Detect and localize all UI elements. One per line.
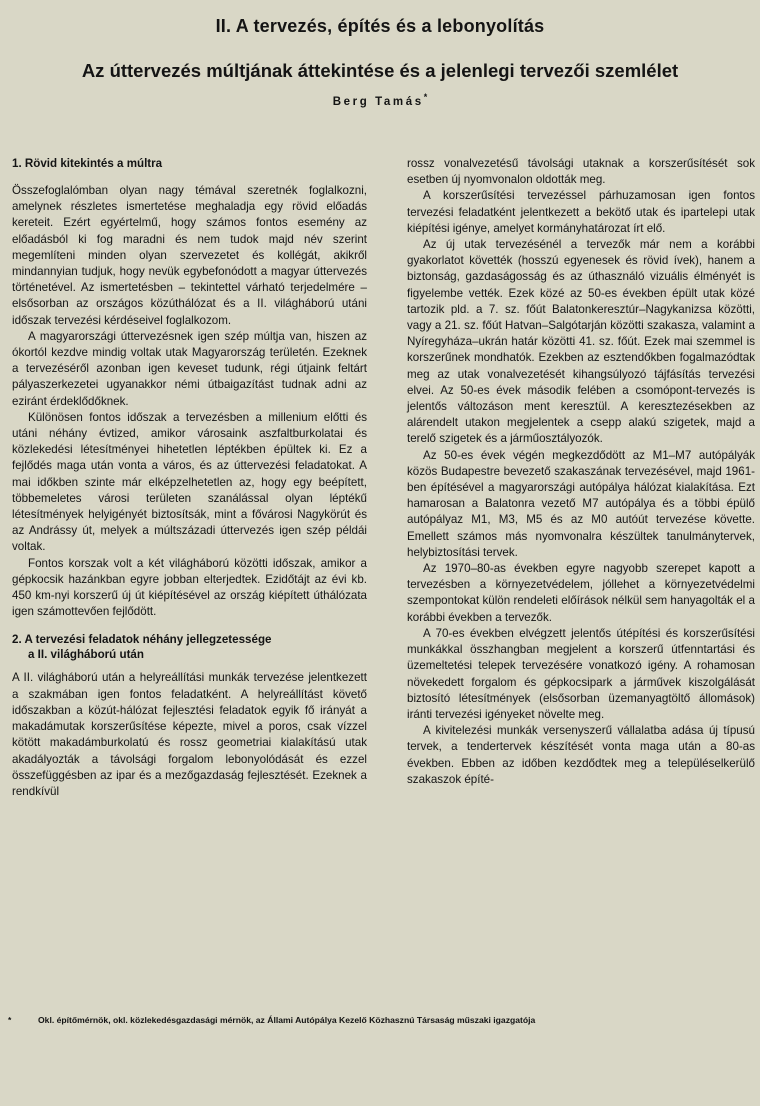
paragraph: Különösen fontos időszak a tervezésben a millenium előtti és utáni néhány évtized, amikor városaink aszfaltburkolatai és közlekedési létesítményei hihetetlen léptékben épültek ki. Ez a fejlődés maga után vonta a város, és az úttervezési feladatokat. A mai időkben szinte már elképzelhetetlen az, hogy egy beépített, többemeletes városi területen szanálással olyan léptékű létesítmények helyigényét biztosítsák, mint a fővárosi Nagykörút és az Andrássy út, melyek a múltszázadi úttervezés igen szép példái voltak. [12, 410, 367, 554]
paragraph: Összefoglalómban olyan nagy témával szeretnék foglalkozni, amelynek részletes ismertetése meghaladja egy rövid előadás kereteit. Ezért egyértelmű, hogy számos fontos esemény az előadásból ki fog maradni és nem tudok majd név szerint megemlíteni minden olyan szervezetet és kollégát, akikről mindannyian tudjuk, hogy nevük egybefonódott a magyar úttervezés történetével. Az ismertetésben – tekintettel várható terjedelmére – elsősorban az országos közúthálózat és a II. világháború utáni időszak tervezési kérdéseivel foglalkozom. [12, 184, 367, 327]
section2-heading [12, 632, 367, 662]
right-column [407, 156, 755, 788]
paragraph: rossz vonalvezetésű távolsági utaknak a korszerűsítését sok esetben új nyomvonalon oldották meg. [407, 157, 755, 187]
paragraph: Fontos korszak volt a két világháború közötti időszak, amikor a gépkocsik hazánkban egyre jobban elterjedtek. Ezidőtájt az évi kb. 450 km-nyi korszerű új út kiépítésével az ország kiépített úthálózata igen számottevően fejlődött. [12, 556, 367, 619]
paragraph: A II. világháború után a helyreállítási munkák tervezése jelentkezett a szakmában igen fontos feladatként. A helyreállítást követő időszakban a közút-hálózat fejlesztési feladatok egyik fő irányát a makadámutak korszerűsítése képezte, mivel a poros, csak vízzel kötött makadámburkolatú és rossz geometriai kialakítású utak akadályozták a távolsági forgalom lebonyolódását és ezzel összefüggésben az ipar és a mezőgazdaság fejlesztését. Ezeknek a rendkívül [12, 671, 367, 798]
paragraph: Az 1970–80-as években egyre nagyobb szerepet kapott a tervezésben a környezetvédelem, jóllehet a környezetvédelmi szempontokat külön rendeleti előírások nélkül sem hanyagolták el a korábbi években a tervezők. [407, 562, 755, 624]
paragraph: Az 50-es évek végén megkezdődött az M1–M7 autópályák közös Budapestre bevezető szakaszának tervezésével, majd 1961-ben építésével a magyarországi autópálya hálózat kialakítása. Ezt hamarosan a Balatonra vezető M7 autópálya és a többi épülő autópályaz M1, M3, M5 és az M0 autóút tervezése követte. Emellett számos más nyomvonalra készültek tanulmánytervek, helybiztosítási tervek. [407, 448, 755, 559]
section2-heading-line2: a II. világháború után [28, 648, 144, 662]
paragraph: A korszerűsítési tervezéssel párhuzamosan igen fontos tervezési feladatként jelentkezett a bekötő utak és ipartelepi utak kiépítési igénye, amelyet kormányhatározat írt elő. [407, 189, 755, 235]
section1-heading: 1. Rövid kitekintés a múltra [12, 157, 163, 170]
author-footnote-mark: * [423, 92, 428, 102]
part-title: II. A tervezés, építés és a lebonyolítás [215, 16, 545, 36]
footnote-text: Okl. építőmérnök, okl. közlekedésgazdasági mérnök, az Állami Autópálya Kezelő Közhasznú Társaság műszaki igazgatója [38, 1015, 536, 1025]
footnote [8, 1015, 748, 1025]
paragraph: A magyarországi úttervezésnek igen szép múltja van, hiszen az ókortól kezdve mindig voltak utak Magyarország területén. Ezeknek a tervezéséről azonban igen keveset tudunk, régi útjaink feltárt pályaszerkezetei ugyanakkor némi útbaigazítást tudnak adni az eziránt érdeklődőknek. [12, 329, 367, 408]
left-column [12, 152, 367, 800]
section2-heading-line1: 2. A tervezési feladatok néhány jellegzetessége [12, 633, 272, 647]
paragraph: Az új utak tervezésénél a tervezők már nem a korábbi gyakorlatot követték (hosszú egyenesek és rövid ívek), hanem a biztonság, gazdaságosság és az úthasználó vizuális élményét is figyelembe vették. Ezek közé az 50-es években épült utak közé tartozik pld. a 7. sz. főút Balatonkeresztúr–Nagykanizsa közötti, vagy a 21. sz. főút Hatvan–Salgótarján közötti szakasza, valamint a Nyíregyháza–ukrán határ közötti 41. sz. főút. Ezek mai szemmel is korszerűnek mondhatók. Ezekben az esztendőkben fogalmazódtak meg az utak vonalvezetését kihangsúlyozó tájfásítás tervezési elvei. Az 50-es évek második felében a csomópont-tervezés is jelentős változáson ment keresztül. A keresztezésekben az alárendelt utakon megjelentek a csepp alakú szigetek, majd a terelő szigetek és a járműosztályozók. [407, 238, 755, 446]
article-title: Az úttervezés múltjának áttekintése és a jelenlegi tervezői szemlélet [81, 60, 679, 81]
author-name: Berg Tamás [332, 95, 424, 108]
author-line [0, 92, 760, 108]
footnote-mark: * [8, 1015, 12, 1025]
paragraph: A 70-es években elvégzett jelentős útépítési és korszerűsítési munkákkal összhangban megjelent a korszerű útfenntartási és üzemeltetési telepek tervezésére vonatkozó igény. A rohamosan növekedett forgalom és gépkocsipark a járművek kiszolgálását biztosító létesítmények (elsősorban üzemanyagtöltő állomások) iránti tervezési igényeket növelte meg. [407, 626, 755, 721]
paragraph: A kivitelezési munkák versenyszerű vállalatba adása új típusú tervek, a tendertervek készítését vonta maga után a 80-as években. Ebben az időben kezdődtek meg a településelkerülő szakaszok építé- [407, 724, 755, 786]
